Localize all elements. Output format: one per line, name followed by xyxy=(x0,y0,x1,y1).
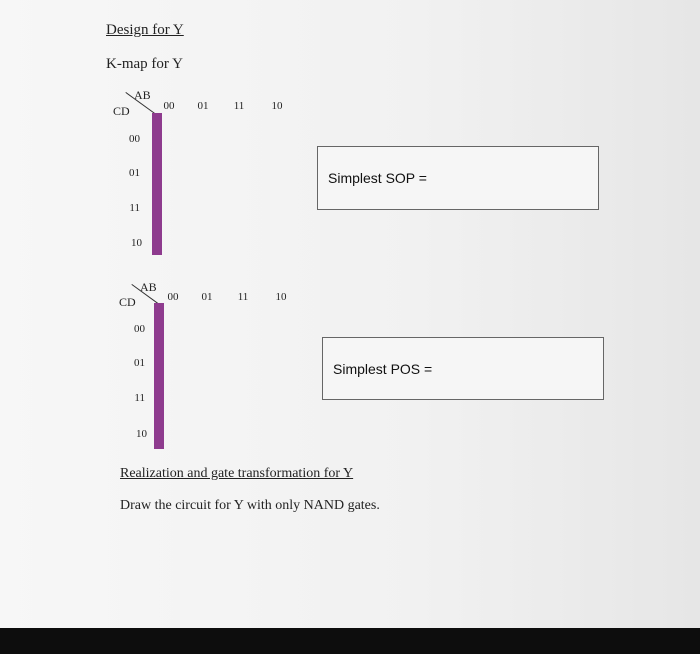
kmap-cell[interactable] xyxy=(159,149,161,184)
kmap-row-label: 10 xyxy=(131,237,142,249)
kmap-col-label: 10 xyxy=(275,291,287,303)
realization-heading: Realization and gate transformation for Y xyxy=(120,466,354,481)
pos-label: Simplest POS = xyxy=(333,360,433,377)
kmap-cell[interactable] xyxy=(161,412,163,448)
kmap-cell[interactable] xyxy=(159,184,161,219)
kmap-cell[interactable] xyxy=(159,219,161,254)
kmap-cd-label: CD xyxy=(113,104,130,118)
kmap-ab-label: AB xyxy=(134,88,151,102)
kmap-row-label: 11 xyxy=(129,202,140,214)
kmap-cell[interactable] xyxy=(159,114,161,149)
section-heading: Design for Y xyxy=(106,22,184,38)
kmap-col-label: 10 xyxy=(271,100,283,112)
kmap-cd-label: CD xyxy=(119,295,136,309)
kmap-grid xyxy=(152,113,162,255)
kmap-cell[interactable] xyxy=(161,340,163,376)
kmap-col-label: 01 xyxy=(201,291,213,303)
kmap-col-label: 00 xyxy=(163,100,175,112)
kmap-row-label: 00 xyxy=(129,133,140,145)
sop-answer-box[interactable] xyxy=(317,146,599,210)
kmap-col-label: 01 xyxy=(197,100,209,112)
kmap-col-label: 11 xyxy=(233,100,245,112)
kmap-col-label: 11 xyxy=(237,291,249,303)
kmap-row-label: 10 xyxy=(136,428,147,440)
kmap-title: K-map for Y xyxy=(106,56,183,72)
kmap-cell[interactable] xyxy=(161,376,163,412)
kmap-grid xyxy=(154,303,164,449)
kmap-ab-label: AB xyxy=(140,280,157,294)
kmap-cell[interactable] xyxy=(161,304,163,340)
kmap-row-label: 11 xyxy=(134,392,145,404)
kmap-row-label: 01 xyxy=(134,357,145,369)
draw-instruction: Draw the circuit for Y with only NAND gates. xyxy=(120,498,380,513)
kmap-col-label: 00 xyxy=(167,291,179,303)
sop-label: Simplest SOP = xyxy=(328,170,427,186)
pos-answer-box[interactable] xyxy=(322,337,604,400)
kmap-row-label: 00 xyxy=(134,323,145,335)
kmap-row-label: 01 xyxy=(129,167,140,179)
bottom-bar xyxy=(0,628,700,654)
